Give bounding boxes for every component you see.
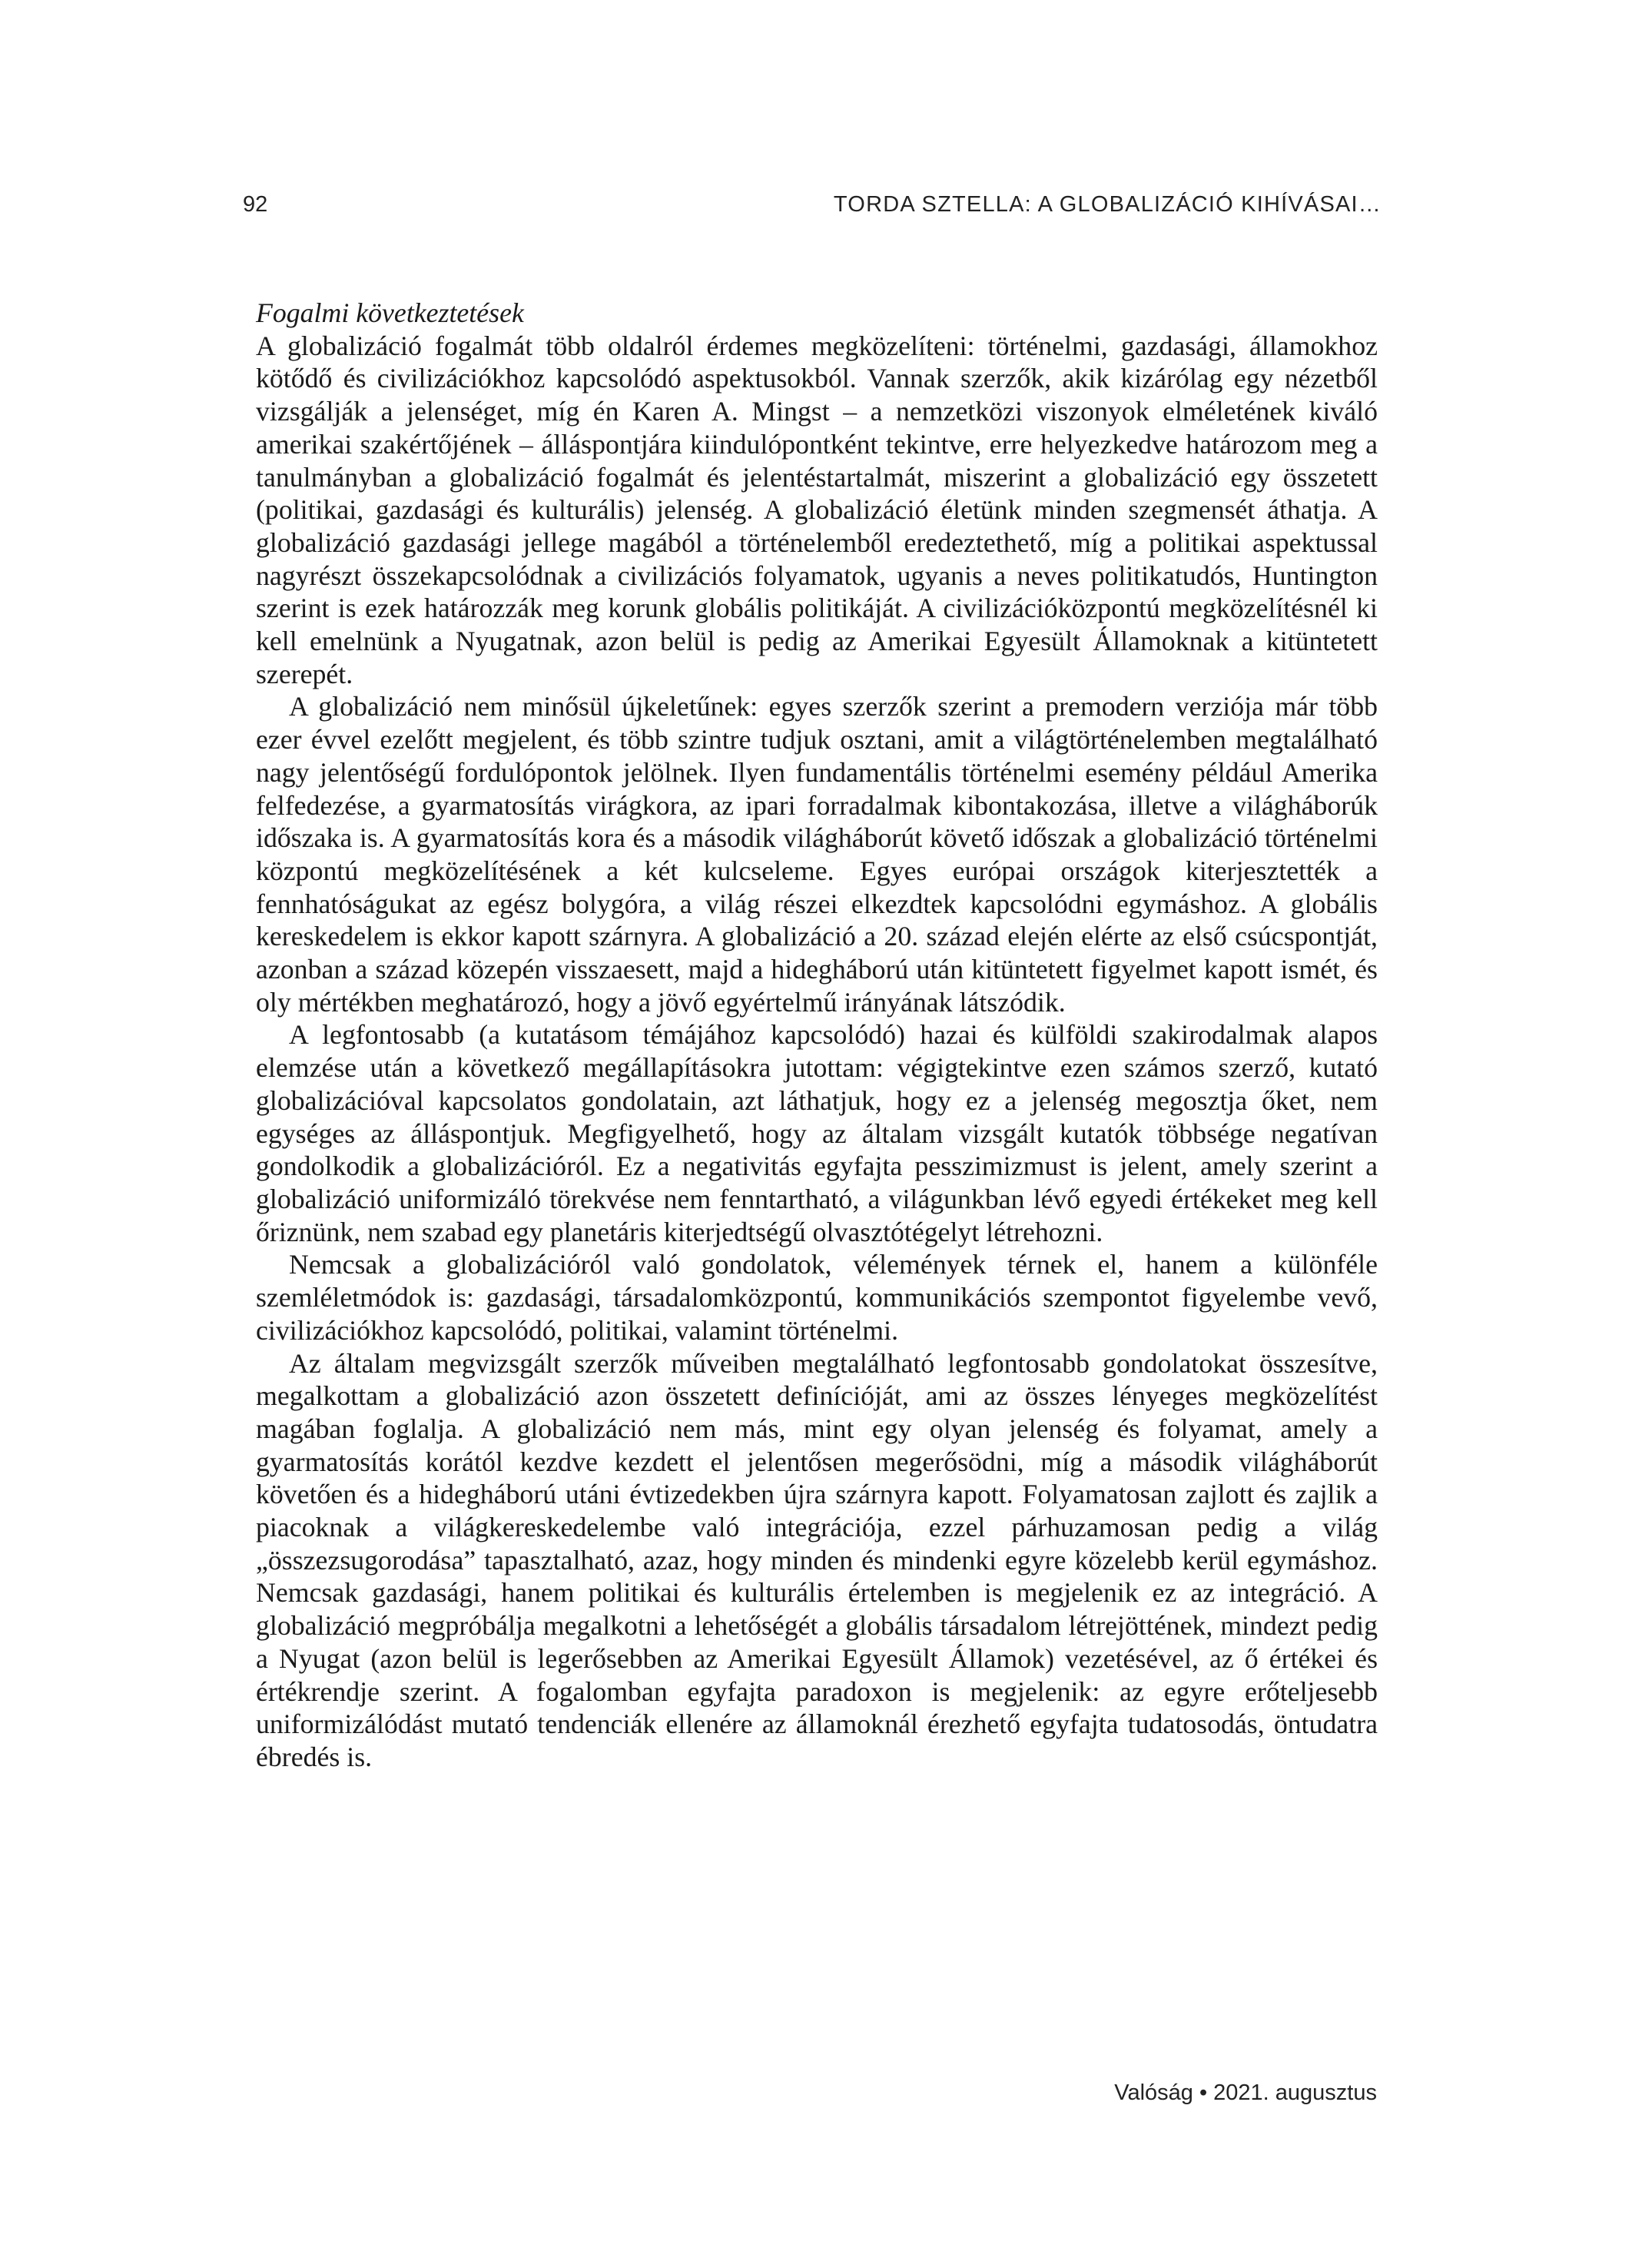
paragraph-history: A globalizáció nem minősül újkeletűnek: egyes szerzők szerint a premodern verziója már több ezer évvel ezelőtt megjelent, és több szintre tudjuk osztani, amit a világtörténelemben megtalálható nagy jelentőségű fordulópontok jelölnek. Ilyen fundamentális történelmi esemény például Amerika felfedezése, a gyarmatosítás virágkora, az ipari forradalmak kibontakozása, illetve a világháborúk időszaka is. A gyarmatosítás kora és a második világháborút követő időszak a globalizáció történelmi központú megközelítésének a két kulcseleme. Egyes európai országok kiterjesztették a fennhatóságukat az egész bolygóra, a világ részei elkezdtek kapcsolódni egymáshoz. A globális kereskedelem is ekkor kapott szárnyra. A globalizáció a 20. század elején elérte az első csúcspontját, azonban a század közepén visszaesett, majd a hidegháború után kitüntetett figyelmet kapott ismét, és oly mértékben meghatározó, hogy a jövő egyértelmű irányának látszódik. [256,691,1378,1018]
section-heading: Fogalmi következtetések [256,297,524,328]
footer-publication: Valóság • 2021. augusztus [1114,2080,1377,2105]
article-body [256,297,1378,1774]
running-header [243,189,1382,220]
paragraph-definition-approaches: A globalizáció fogalmát több oldalról érdemes megközelíteni: történelmi, gazdasági, államokhoz kötődő és civilizációkhoz kapcsolódó aspektusokból. Vannak szerzők, akik kizárólag egy nézetből vizsgálják a jelenséget, míg én Karen A. Mingst – a nemzetközi viszonyok elméletének kiváló amerikai szakértőjének – álláspontjára kiindulópontként tekintve, erre helyezkedve határozom meg a tanulmányban a globalizáció fogalmát és jelentéstartalmát, miszerint a globalizáció egy összetett (politikai, gazdasági és kulturális) jelenség. A globalizáció életünk minden szegmensét áthatja. A globalizáció gazdasági jellege magából a történelemből eredeztethető, míg a politikai aspektussal nagyrészt összekapcsolódnak a civilizációs folyamatok, ugyanis a neves politikatudós, Huntington szerint is ezek határozzák meg korunk globális politikáját. A civilizációközpontú megközelítésnél ki kell emelnünk a Nyugatnak, azon belül is pedig az Amerikai Egyesült Államoknak a kitüntetett szerepét. [256,330,1378,689]
paragraph-literature-review: A legfontosabb (a kutatásom témájához kapcsolódó) hazai és külföldi szakirodalmak alapos elemzése után a következő megállapításokra jutottam: végigtekintve ezen számos szerző, kutató globalizációval kapcsolatos gondolatain, azt láthatjuk, hogy ez a jelenség megosztja őket, nem egységes az álláspontjuk. Megfigyelhető, hogy az általam vizsgált kutatók többsége negatívan gondolkodik a globalizációról. Ez a negativitás egyfajta pesszimizmust is jelent, amely szerint a globalizáció uniformizáló törekvése nem fenntartható, a világunkban lévő egyedi értékeket meg kell őriznünk, nem szabad egy planetáris kiterjedtségű olvasztótégelyt létrehozni. [256,1019,1378,1247]
page-number: 92 [243,192,268,217]
running-title: TORDA SZTELLA: A GLOBALIZÁCIÓ KIHÍVÁSAI… [833,192,1382,217]
paragraph-synthesis: Az általam megvizsgált szerzők műveiben megtalálható legfontosabb gondolatokat összesítve, megalkottam a globalizáció azon összetett definícióját, ami az összes lényeges megközelítést magában foglalja. A globalizáció nem más, mint egy olyan jelenség és folyamat, amely a gyarmatosítás korától kezdve kezdett el jelentősen megerősödni, míg a második világháborút követően és a hidegháború utáni évtizedekben újra szárnyra kapott. Folyamatosan zajlott és zajlik a piacoknak a világkereskedelembe való integrációja, ezzel párhuzamosan pedig a világ „összezsugorodása” tapasztalható, azaz, hogy minden és mindenki egyre közelebb kerül egymáshoz. Nemcsak gazdasági, hanem politikai és kulturális értelemben is megjelenik ez az integráció. A globalizáció megpróbálja megalkotni a lehetőségét a globális társadalom létrejöttének, mindezt pedig a Nyugat (azon belül is legerősebben az Amerikai Egyesült Államok) vezetésével, az ő értékei és értékrendje szerint. A fogalomban egyfajta paradoxon is megjelenik: az egyre erőteljesebb uniformizálódást mutató tendenciák ellenére az államoknál érezhető egyfajta tudatosodás, öntudatra ébredés is. [256,1347,1378,1772]
paragraph-perspectives: Nemcsak a globalizációról való gondolatok, vélemények térnek el, hanem a különféle szemléletmódok is: gazdasági, társadalomközpontú, kommunikációs szempontot figyelembe vevő, civilizációkhoz kapcsolódó, politikai, valamint történelmi. [256,1249,1378,1346]
